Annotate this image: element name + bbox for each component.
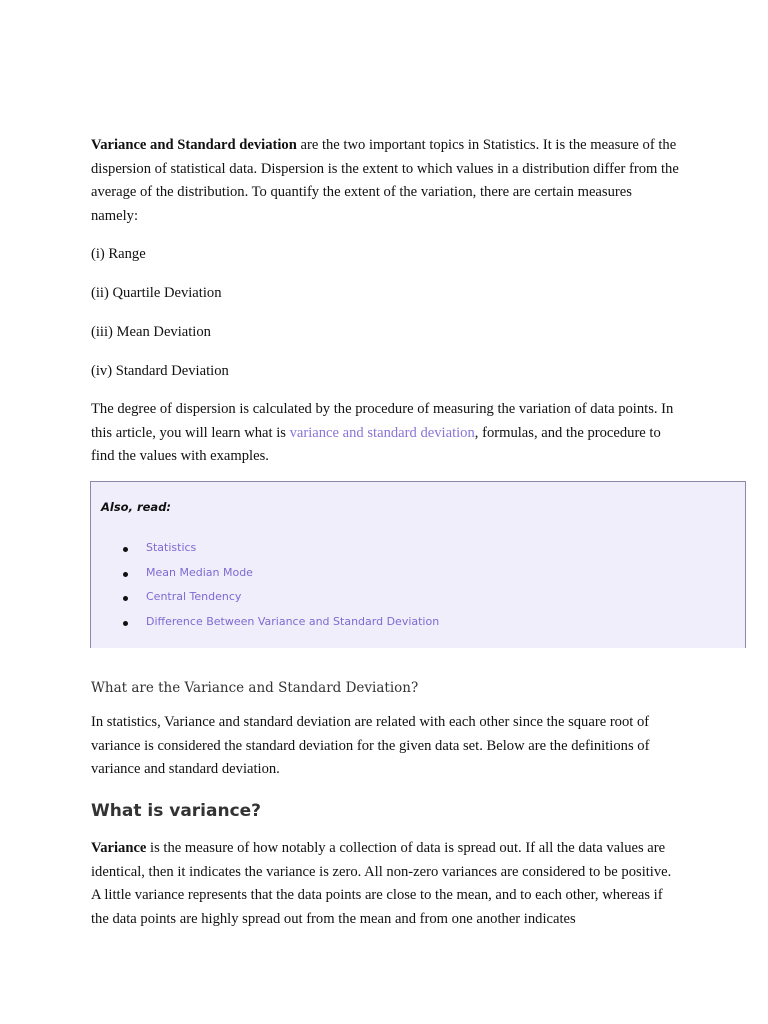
variance-text: is the measure of how notably a collection of data is spread out. If all the data values are identical, then it indicates the variance is zero. All non-zero variances are considered to be positive. A little variance represents that the data points are close to the mean, and to each other, whereas if the data points are highly spread out from the mean and from one another indicates xyxy=(91,840,672,927)
intro-text: are the two important topics in Statistics. It is the measure of the dispersion of statistical data. Dispersion is the extent to which values in a distribution differ from the average of the distribution. To quantify the extent of the variation, there are certain measures namely: xyxy=(91,137,679,224)
variance-sd-link[interactable]: variance and standard deviation xyxy=(289,424,475,441)
bullet-icon xyxy=(123,572,128,577)
also-read-link-central-tendency[interactable]: Central Tendency xyxy=(146,590,242,603)
bullet-icon xyxy=(123,596,128,601)
variance-bold-term: Variance xyxy=(91,840,147,856)
also-read-link-mean-median-mode[interactable]: Mean Median Mode xyxy=(146,566,253,579)
degree-text-after: , formulas, and the procedure to find the values with examples. xyxy=(91,424,661,464)
measure-item-standard-deviation: (iv) Standard Deviation xyxy=(91,363,229,379)
intro-bold-term: Variance and Standard deviation xyxy=(91,137,297,153)
measure-item-mean-deviation: (iii) Mean Deviation xyxy=(91,324,211,340)
also-read-title: Also, read: xyxy=(101,500,172,514)
measure-item-range: (i) Range xyxy=(91,246,146,262)
degree-paragraph xyxy=(91,398,676,469)
variance-heading: What is variance? xyxy=(91,801,262,821)
section-heading: What are the Variance and Standard Deviation? xyxy=(91,680,419,696)
degree-text-before: The degree of dispersion is calculated by the procedure of measuring the variation of data points. In this article, you will learn what is xyxy=(91,401,674,441)
also-read-link-difference-variance-sd[interactable]: Difference Between Variance and Standard Deviation xyxy=(146,615,440,628)
variance-paragraph xyxy=(91,837,676,931)
bullet-icon xyxy=(123,621,128,626)
measure-item-quartile-deviation: (ii) Quartile Deviation xyxy=(91,285,222,301)
intro-paragraph xyxy=(91,134,681,228)
also-read-box xyxy=(90,481,746,648)
also-read-link-statistics[interactable]: Statistics xyxy=(146,541,197,554)
bullet-icon xyxy=(123,547,128,552)
section-paragraph: In statistics, Variance and standard deviation are related with each other since the square root of variance is considered the standard deviation for the given data set. Below are the definitions of variance and standard deviation. xyxy=(91,714,650,777)
